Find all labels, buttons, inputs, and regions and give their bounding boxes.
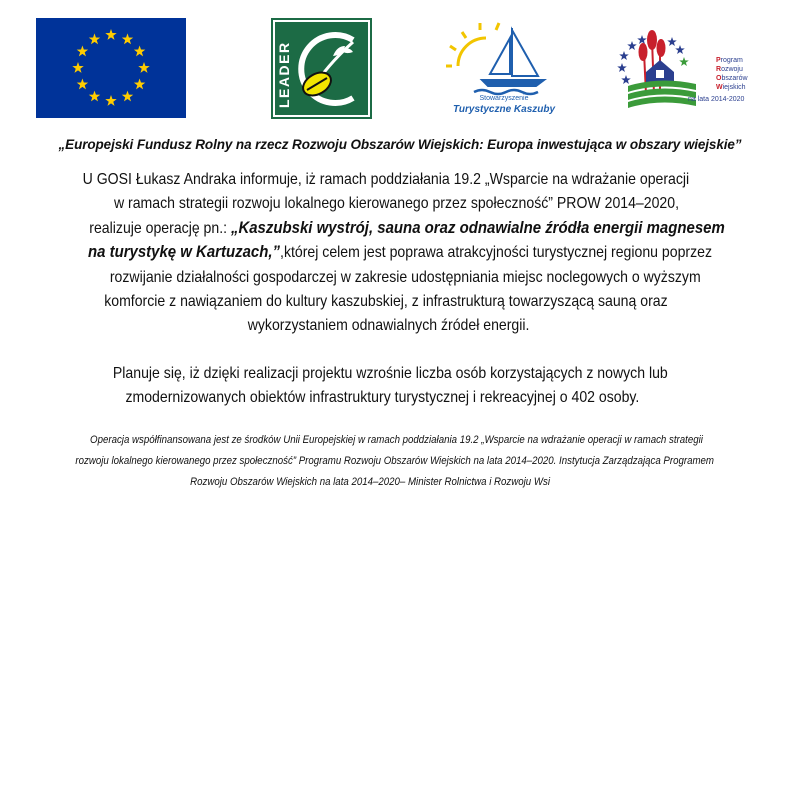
prow-text-rozwoju: [716, 66, 743, 73]
prow-house-window: [656, 70, 664, 78]
prow-fields-icon: [628, 80, 696, 108]
body-line-3-prefix: realizuje operację pn.:: [89, 220, 231, 237]
leader-logo-text: LEADER: [276, 41, 292, 108]
prow-logo: [610, 20, 760, 112]
prow-star-icon: [627, 41, 637, 50]
prow-text-years: na lata 2014-2020: [688, 96, 745, 103]
stow-logo-line2: Turystyczne Kaszuby: [452, 104, 556, 115]
body-line-7: wykorzystaniem odnawialnych źródeł energii.: [247, 317, 530, 334]
prow-text-obszarow: [716, 75, 748, 82]
body-line-4-rest: ,której celem jest poprawa atrakcyjności turystycznej regionu poprzez: [280, 244, 713, 261]
body-line-5: rozwijanie działalności gospodarczej w zakresie udostępniania miejsc noclegowych o wyższym: [109, 269, 701, 286]
headline: „Europejski Fundusz Rolny na rzecz Rozwoju Obszarów Wiejskich: Europa inwestująca w obszary wiejskie”: [58, 137, 742, 152]
footnote-line-2: rozwoju lokalnego kierowanego przez społeczność” Programu Rozwoju Obszarów Wiejskich na lata 2014–2020. Instytucja Zarządzająca Programem: [75, 455, 715, 467]
stow-logo-line1: Stowarzyszenie: [479, 95, 529, 102]
sun-icon: [446, 23, 499, 66]
body-line-8: Planuje się, iż dzięki realizacji projektu wzrośnie liczba osób korzystających z nowych lub: [112, 365, 668, 382]
body-line-2: w ramach strategii rozwoju lokalnego kierowanego przez społeczność” PROW 2014–2020,: [113, 195, 680, 212]
operation-title-part-1: „Kaszubski wystrój, sauna oraz odnawialne źródła energii magnesem: [230, 218, 725, 237]
leader-logo: [271, 18, 372, 119]
operation-title-part-2: na turystykę w Kartuzach,”: [87, 242, 281, 261]
prow-letter-r: R: [716, 66, 722, 73]
prow-text-program: [716, 57, 743, 64]
prow-star-icon: [679, 57, 689, 66]
prow-word-wiejskich: iejskich: [722, 84, 746, 91]
body-line-3: [55, 216, 759, 241]
prow-star-icon: [617, 63, 627, 72]
prow-letter-p: P: [716, 57, 721, 64]
footnote-line-3: Rozwoju Obszarów Wiejskich na lata 2014–2020– Minister Rolnictwa i Rozwoju Wsi: [190, 476, 550, 488]
prow-star-icon: [667, 37, 677, 46]
body-line-1: U GOSI Łukasz Andraka informuje, iż ramach poddziałania 19.2 „Wsparcie na wdrażanie operacji: [82, 171, 690, 188]
prow-word-rozwoju: ozwoju: [721, 66, 743, 73]
footnote-line-1: Operacja współfinansowana jest ze środków Unii Europejskiej w ramach poddziałania 19.2 „Wsparcie na wdrażanie operacji w ramach strategii: [90, 434, 703, 446]
body-line-9: zmodernizowanych obiektów infrastruktury turystycznej i rekreacyjnej o 402 osoby.: [125, 389, 640, 406]
stowarzyszenie-turystyczne-kaszuby-logo: [446, 14, 562, 118]
prow-letter-w: W: [716, 84, 723, 91]
prow-star-icon: [619, 51, 629, 60]
prow-star-icon: [675, 45, 685, 54]
prow-star-icon: [621, 75, 631, 84]
prow-letter-o: O: [716, 75, 722, 82]
body-line-4: [48, 240, 752, 265]
body-line-6: komforcie z nawiązaniem do kultury kaszubskiej, z infrastrukturą towarzyszącą sauną oraz: [104, 293, 668, 310]
prow-word-obszarow: bszarów: [721, 75, 748, 82]
prow-text-wiejskich: [716, 84, 746, 91]
eu-flag-logo: [36, 18, 186, 118]
prow-star-icon: [637, 35, 647, 44]
prow-word-program: rogram: [720, 57, 743, 64]
